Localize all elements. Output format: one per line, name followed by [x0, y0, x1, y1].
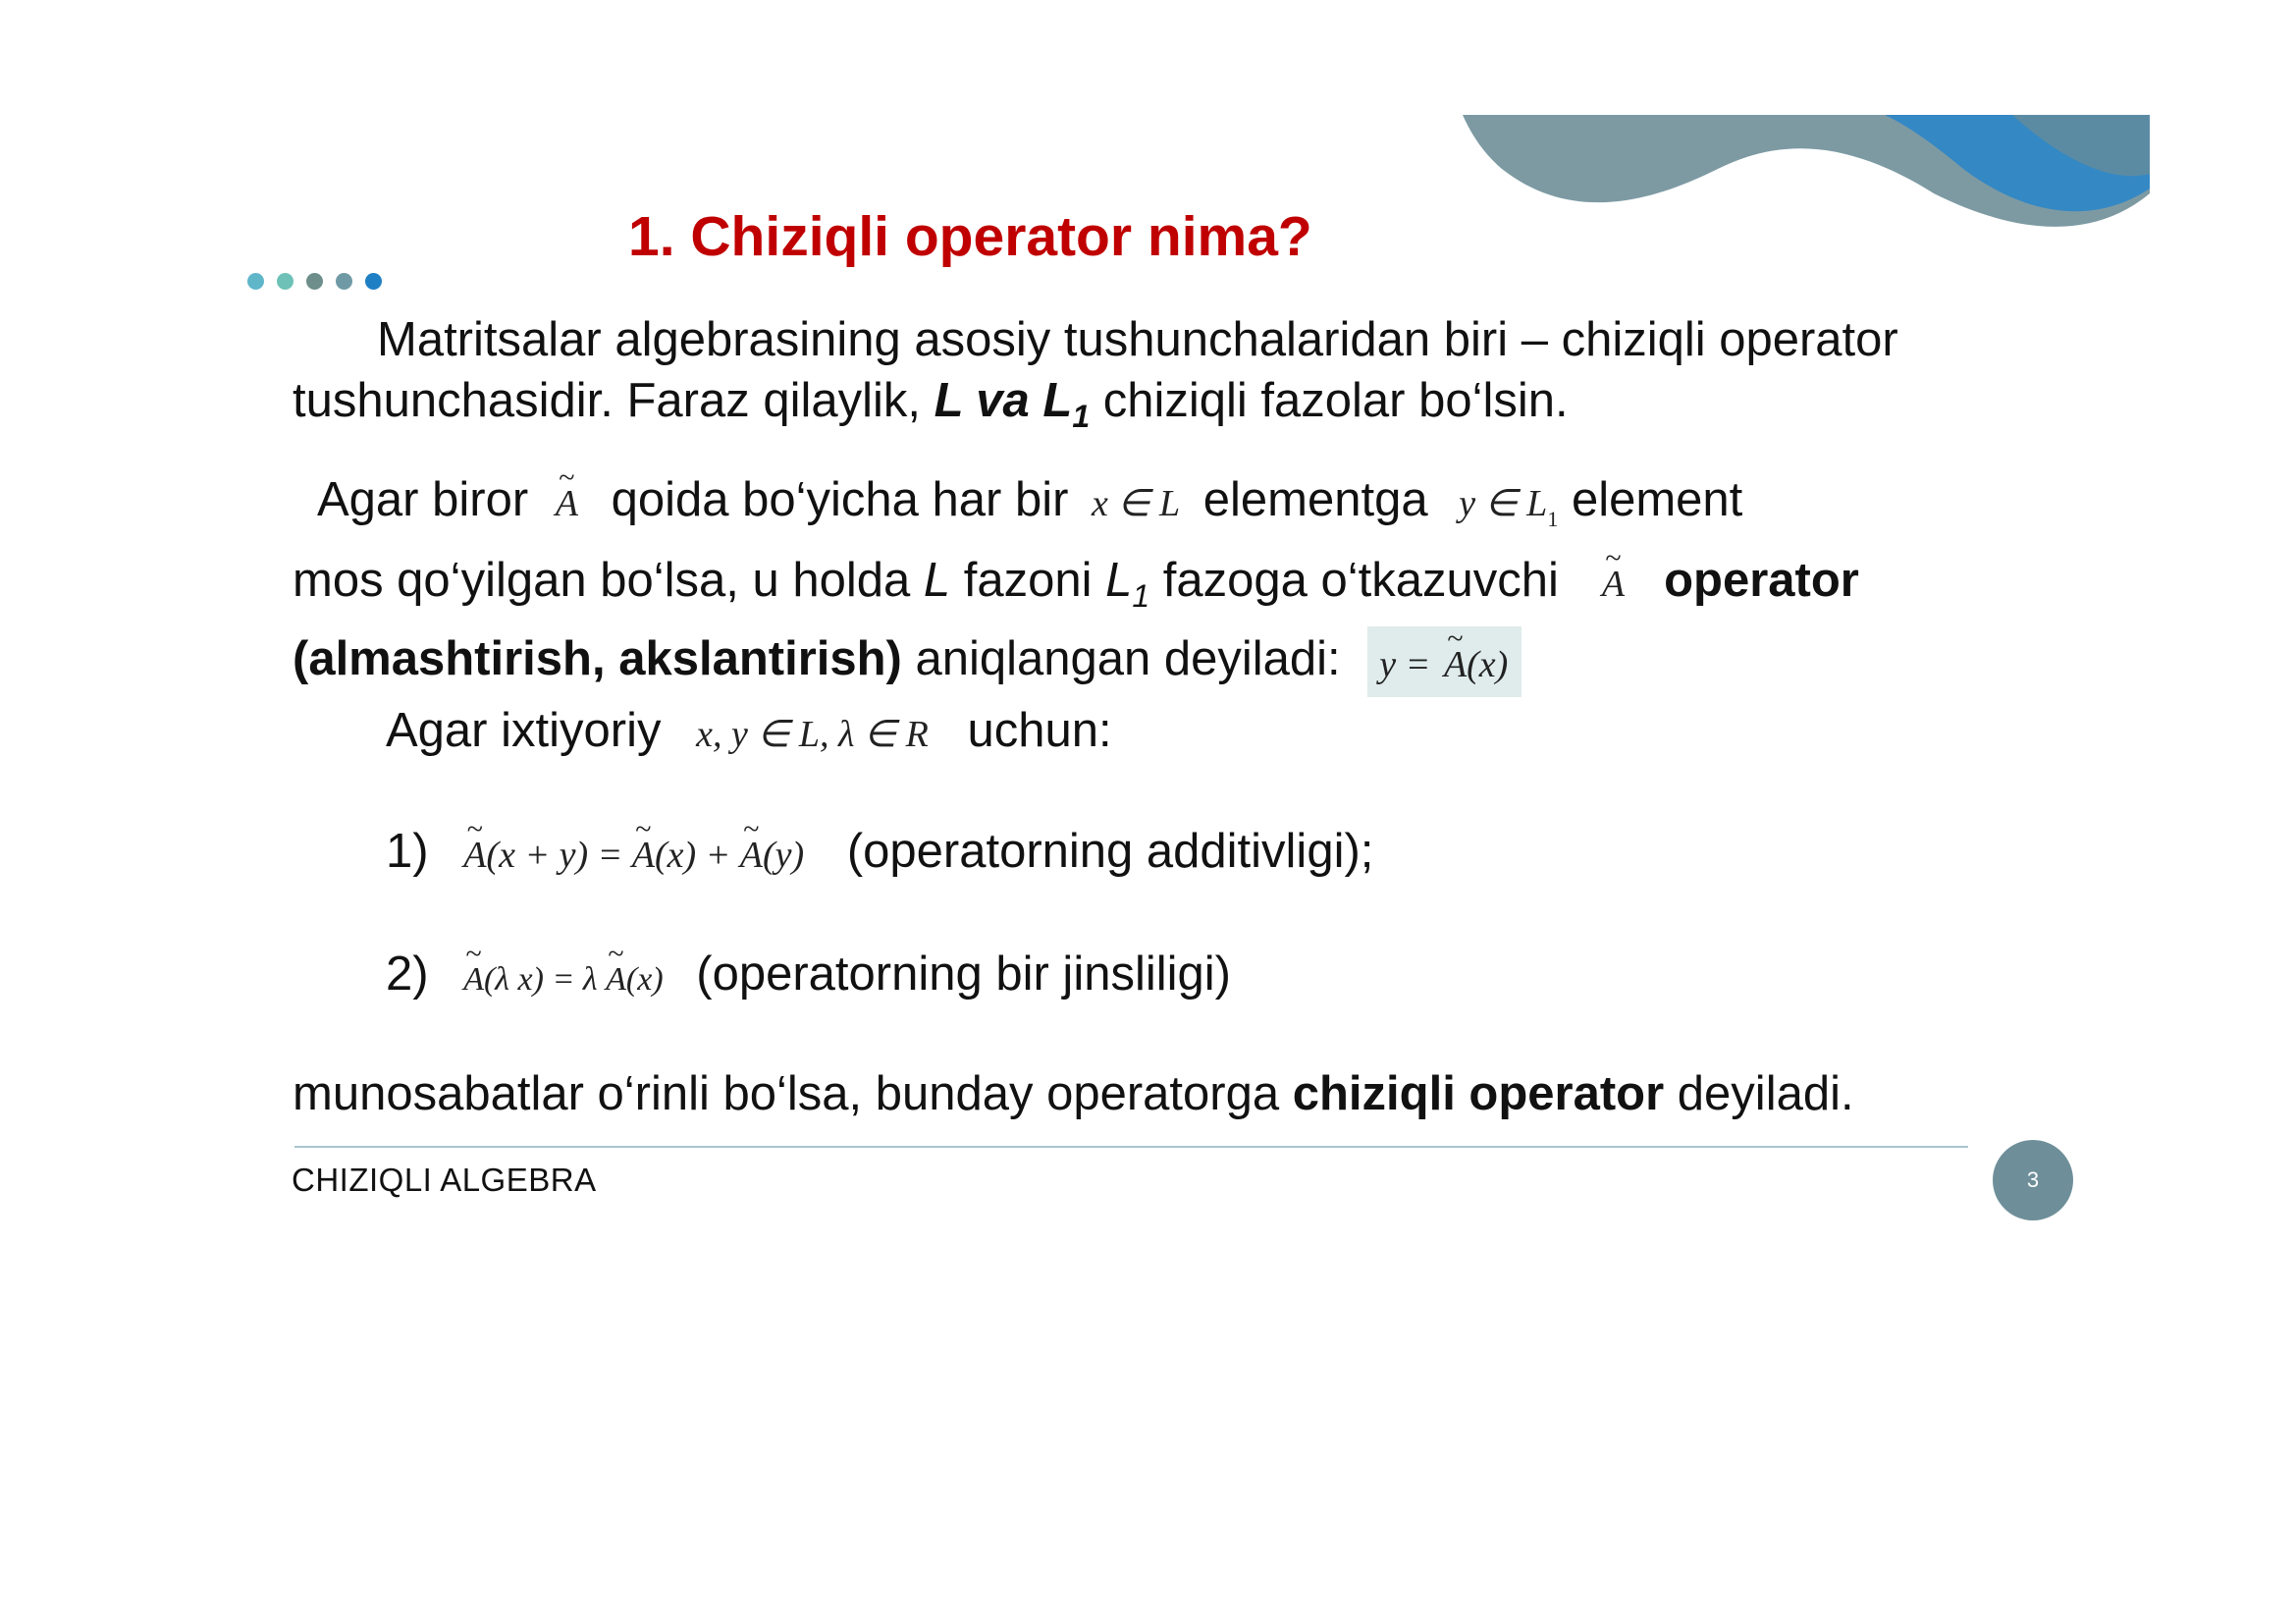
space-L1: L [1105, 553, 1133, 607]
condition-end: uchun: [967, 704, 1112, 757]
formula-lhs: (x + y) = [486, 835, 623, 876]
math-x-in-L: x ∈ L [1092, 483, 1181, 524]
def-text: qoida bo‘yicha har bir [611, 473, 1069, 526]
property-homogeneity [386, 944, 1231, 1010]
space-L: L [934, 374, 963, 427]
intro-paragraph [293, 309, 1898, 447]
item-number: 2) [386, 947, 429, 1001]
operator-formula [1367, 626, 1522, 697]
subscript-1: 1 [1072, 398, 1091, 434]
space-L: L [923, 553, 951, 607]
operator-A-symbol: ~ A [1602, 554, 1625, 615]
footer-divider [294, 1146, 1968, 1148]
dot [336, 273, 352, 290]
formula-A: ~ A [463, 949, 484, 1010]
dot [365, 273, 382, 290]
dots-decoration-icon [247, 273, 382, 290]
definition-line-2 [293, 550, 1859, 626]
conclusion-end: deyiladi. [1664, 1067, 1854, 1120]
operator-term: operator [1664, 553, 1859, 607]
intro-text: tushunchasidir. Faraz qilaylik, [293, 374, 934, 427]
formula-x: (x) [1467, 643, 1509, 685]
def-text: fazoga o‘tkazuvchi [1149, 553, 1559, 607]
math-y-in-L1: y ∈ L [1459, 483, 1548, 524]
linear-operator-term: chiziqli operator [1292, 1067, 1665, 1120]
condition-line [386, 700, 1112, 765]
dot [247, 273, 264, 290]
property-note: (operatorning bir jinsliligi) [696, 947, 1231, 1001]
slide-title: 1. Chiziqli operator nima? [628, 205, 1312, 268]
conclusion-text: munosabatlar o‘rinli bo‘lsa, bunday operatorga [293, 1067, 1293, 1120]
formula-A: ~ A [632, 825, 655, 886]
item-number: 1) [386, 825, 429, 878]
def-text: elementga [1202, 473, 1428, 526]
condition-math: x, y ∈ L, λ ∈ R [696, 714, 929, 755]
definition-line-1 [293, 469, 1859, 550]
wave-decoration-icon [1463, 115, 2150, 238]
subscript-1: 1 [1547, 506, 1559, 531]
intro-line-2 [293, 370, 1898, 447]
def-text: aniqlangan deyiladi: [901, 631, 1341, 685]
formula-A: ~ A [1444, 634, 1467, 695]
synonyms-term: (almashtirish, akslantirish) [293, 631, 902, 685]
page-number-badge: 3 [1993, 1140, 2073, 1220]
dot [306, 273, 323, 290]
condition-text: Agar ixtiyoriy [386, 704, 662, 757]
definition-paragraph [293, 469, 1859, 697]
formula-A: ~ A [606, 949, 626, 1010]
subscript-1: 1 [1132, 577, 1150, 614]
formula-mid: (x) + [654, 835, 731, 876]
intro-line-1: Matritsalar algebrasining asosiy tushunchalaridan biri – chiziqli operator [377, 313, 1898, 366]
conclusion-line [293, 1063, 1854, 1124]
formula-A: ~ A [740, 825, 763, 886]
intro-text-end: chiziqli fazolar bo‘lsin. [1090, 374, 1569, 427]
operator-A-symbol: ~ A [556, 473, 578, 534]
def-text: Agar biror [317, 473, 529, 526]
formula-rhs: (x) [625, 961, 664, 998]
formula-rhs: (y) [763, 835, 805, 876]
definition-line-3 [293, 626, 1859, 697]
formula-lhs: (λ x) = λ [483, 961, 598, 998]
def-text: fazoni [950, 553, 1106, 607]
property-additivity [386, 821, 1373, 886]
formula-y: y = [1379, 643, 1431, 685]
space-L1: L [1042, 374, 1073, 427]
dot [277, 273, 294, 290]
footer-title: CHIZIQLI ALGEBRA [292, 1162, 597, 1198]
formula-A: ~ A [463, 825, 486, 886]
def-text: element [1571, 473, 1743, 526]
property-note: (operatorning additivligi); [846, 825, 1374, 878]
conjunction-va: va [962, 374, 1043, 427]
def-text: mos qo‘yilgan bo‘lsa, u holda [293, 553, 924, 607]
